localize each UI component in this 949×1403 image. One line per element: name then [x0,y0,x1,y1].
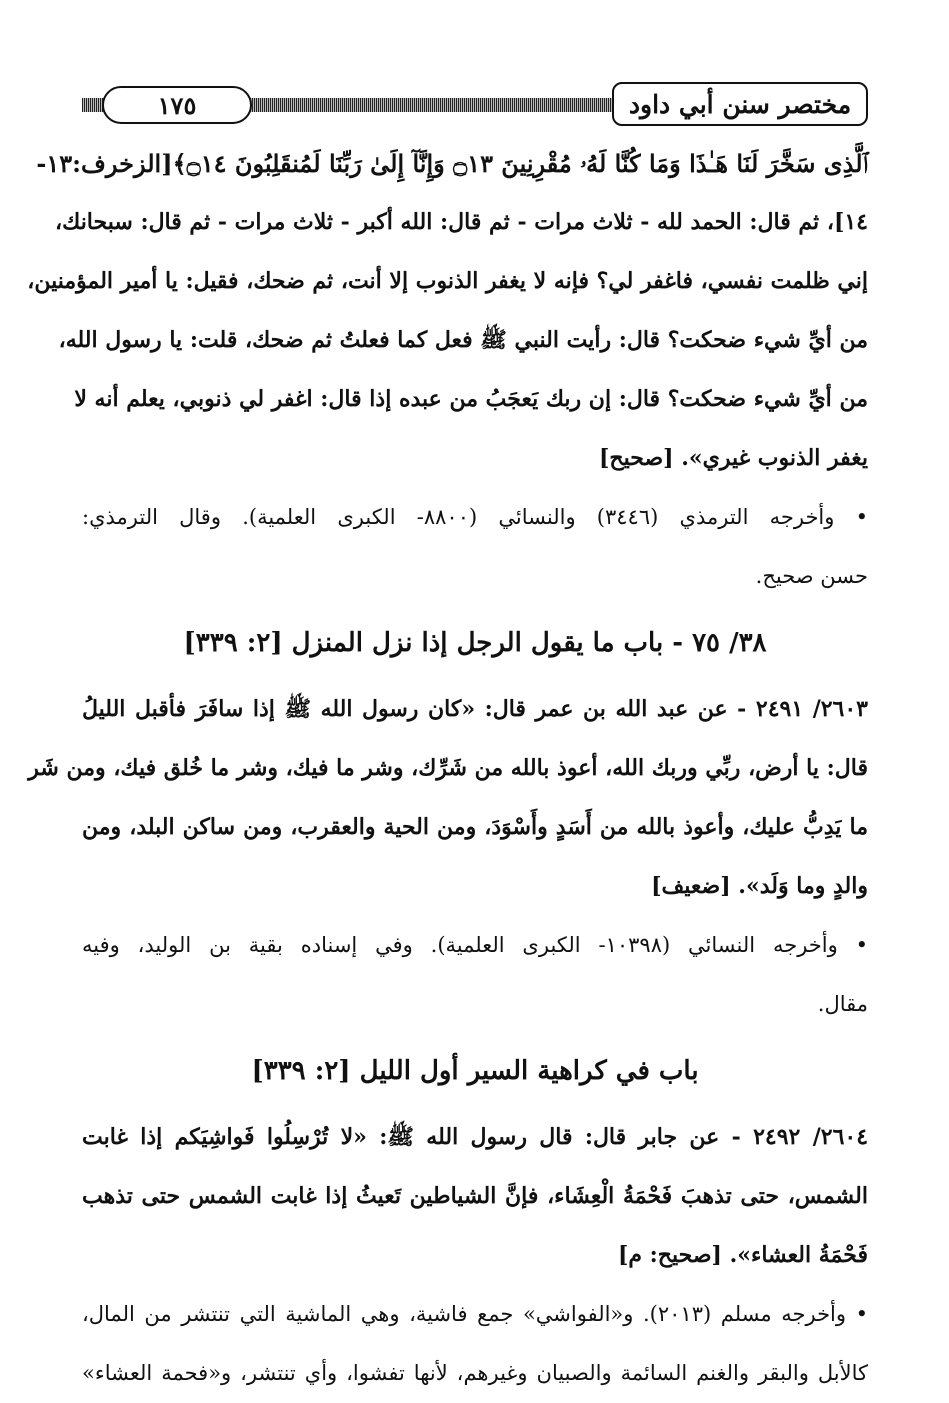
text-line: ٢٦٠٤/ ٢٤٩٢ - عن جابر قال: قال رسول الله ﷺ: «لا تُرْسِلُوا فَواشِيَكم إذا غابت [82,1124,869,1150]
text-line: الشمس، حتى تذهبَ فَحْمَةُ الْعِشَاء، فإنَّ الشياطين تَعيثُ إذا غابت الشمس حتى تذهب [82,1183,868,1209]
book-title: مختصر سنن أبي داود [612,82,868,126]
text-line: حسن صحيح. [755,564,868,588]
text-line: ٢٦٠٣/ ٢٤٩١ - عن عبد الله بن عمر قال: «كان رسول الله ﷺ إذا سافَرَ فأقبل الليلُ [82,696,868,722]
text-line: ما يَدِبُّ عليك، وأعوذ بالله من أَسَدٍ وأَسْوَدَ، ومن الحية والعقرب، ومن ساكن البلد، ومن [82,814,868,840]
text-line: كالأبل والبقر والغنم السائمة والصبيان وغيرهم، لأنها تفشوا، وأي تنتشر، و«فحمة العشاء» [82,1361,868,1385]
text-line: فَحْمَةُ العشاء». [صحيح: م] [617,1242,868,1268]
page-header [82,86,868,126]
page-number: ١٧٥ [102,86,252,124]
text-line: ٱلَّذِى سَخَّرَ لَنَا هَـٰذَا وَمَا كُنَّا لَهُۥ مُقْرِنِينَ ۝١٣ وَإِنَّآ إِلَىٰ رَبِّنَا لَمُنقَلِبُونَ ۝١٤﴾[الزخرف:١٣- [36,149,868,178]
text-line: والدٍ وما وَلَد». [ضعيف] [651,873,868,899]
text-line: • وأخرجه مسلم (٢٠١٣). و«الفواشي» جمع فاشية، وهي الماشية التي تنتشر من المال، [82,1302,868,1326]
section-heading: باب في كراهية السير أول الليل [٢: ٣٣٩] [251,1056,699,1086]
section-heading: ٣٨/ ٧٥ - باب ما يقول الرجل إذا نزل المنزل [٢: ٣٣٩] [183,628,767,658]
text-line: إني ظلمت نفسي، فاغفر لي؟ فإنه لا يغفر الذنوب إلا أنت، ثم ضحك، فقيل: يا أمير المؤمنين، [27,268,868,294]
text-line: ١٤]، ثم قال: الحمد لله - ثلاث مرات - ثم قال: الله أكبر - ثلاث مرات - ثم قال: سبحانك، [55,209,868,235]
text-body [27,134,869,1403]
text-line: من أيِّ شيء ضحكت؟ قال: رأيت النبي ﷺ فعل كما فعلتُ ثم ضحك، قلت: يا رسول الله، [58,327,868,353]
text-line: • وأخرجه الترمذي (٣٤٤٦) والنسائي (٨٨٠٠- الكبرى العلمية). وقال الترمذي: [82,505,868,529]
text-line: من أيِّ شيء ضحكت؟ قال: إن ربك يَعجَبُ من عبده إذا قال: اغفر لي ذنوبي، يعلم أنه لا [74,386,868,412]
text-line: يغفر الذنوب غيري». [صحيح] [599,445,868,471]
text-line: قال: يا أرض، ربِّي وربك الله، أعوذ بالله من شَرِّك، وشر ما فيك، وشر ما خُلق فيك، ومن شَر [28,755,868,781]
text-line: • وأخرجه النسائي (١٠٣٩٨- الكبرى العلمية). وفي إسناده بقية بن الوليد، وفيه [82,933,868,957]
text-line: مقال. [817,992,868,1016]
